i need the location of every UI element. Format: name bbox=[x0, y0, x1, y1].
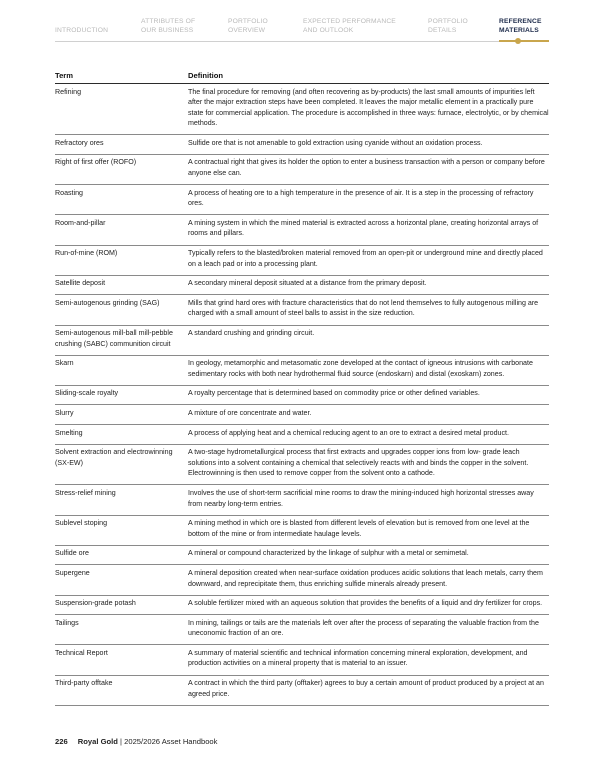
document-subtitle: 2025/2026 Asset Handbook bbox=[124, 737, 218, 746]
table-row bbox=[55, 615, 549, 645]
nav-tab-line2: OUR BUSINESS bbox=[141, 26, 194, 34]
table-row bbox=[55, 645, 549, 675]
definition-cell: A mineral deposition created when near-surface oxidation produces acidic solutions that leach metals, carry them downward, and reprecipitate them, thus enriching sulfide minerals already present. bbox=[188, 565, 549, 595]
definition-cell: Typically refers to the blasted/broken material removed from an open-pit or underground mine and directly placed on a leach pad or into a processing plant. bbox=[188, 245, 549, 275]
nav-tab-attributes-of-our-business[interactable] bbox=[141, 18, 195, 35]
nav-tab-portfolio-overview[interactable] bbox=[228, 18, 268, 35]
nav-tab-line1: PORTFOLIO bbox=[428, 18, 468, 25]
nav-tab-line1: PORTFOLIO bbox=[228, 18, 268, 25]
brand-name: Royal Gold bbox=[77, 737, 118, 746]
term-cell: Sliding-scale royalty bbox=[55, 385, 188, 405]
page-footer bbox=[55, 737, 217, 746]
term-cell: Skarn bbox=[55, 355, 188, 385]
nav-active-indicator bbox=[499, 40, 549, 42]
footer-separator: | bbox=[120, 737, 122, 746]
definition-cell: A mixture of ore concentrate and water. bbox=[188, 405, 549, 425]
table-row bbox=[55, 355, 549, 385]
table-row bbox=[55, 485, 549, 515]
term-cell: Suspension-grade potash bbox=[55, 595, 188, 615]
definition-cell: A secondary mineral deposit situated at a distance from the primary deposit. bbox=[188, 275, 549, 295]
nav-tab-line1: REFERENCE bbox=[499, 18, 542, 25]
definition-cell: In geology, metamorphic and metasomatic zone developed at the contact of igneous intrusions with carbonate sedimentary rocks with both near hydrothermal fluid source (endoskarn) and distal (exoskarn) zones. bbox=[188, 355, 549, 385]
definition-cell: Involves the use of short-term sacrificial mine rooms to draw the mining-induced high horizontal stresses away from nearby long-term entries. bbox=[188, 485, 549, 515]
term-cell: Technical Report bbox=[55, 645, 188, 675]
definition-cell: A process of heating ore to a high temperature in the presence of air. It is a step in the processing of refractory ores. bbox=[188, 185, 549, 215]
definition-cell: A mineral or compound characterized by the linkage of sulphur with a metal or semimetal. bbox=[188, 545, 549, 565]
glossary-table bbox=[55, 69, 549, 706]
term-cell: Room-and-pillar bbox=[55, 215, 188, 245]
nav-tab-expected-performance-and-outlook[interactable] bbox=[303, 18, 396, 35]
table-row bbox=[55, 185, 549, 215]
table-row bbox=[55, 595, 549, 615]
term-cell: Semi-autogenous grinding (SAG) bbox=[55, 295, 188, 325]
table-row bbox=[55, 515, 549, 545]
table-row bbox=[55, 154, 549, 184]
definition-cell: A contract in which the third party (offtaker) agrees to buy a certain amount of product produced by a project at an agreed price. bbox=[188, 675, 549, 705]
definition-cell: In mining, tailings or tails are the materials left over after the process of separating the valuable fraction from the uneconomic fraction of an ore. bbox=[188, 615, 549, 645]
term-cell: Slurry bbox=[55, 405, 188, 425]
term-cell: Tailings bbox=[55, 615, 188, 645]
table-row bbox=[55, 385, 549, 405]
table-row bbox=[55, 425, 549, 445]
term-cell: Sulfide ore bbox=[55, 545, 188, 565]
definition-cell: A two-stage hydrometallurgical process that first extracts and upgrades copper ions from low- grade leach solutions into a solvent containing a chemical that selectively reacts with and binds the copper in the solvent. Electrowinning is then used to remove copper from the solvent onto a cathode. bbox=[188, 444, 549, 485]
nav-active-dot-icon bbox=[515, 38, 521, 44]
column-header-definition: Definition bbox=[188, 69, 549, 84]
nav-tab-line1: ATTRIBUTES OF bbox=[141, 18, 196, 25]
nav-tab-line2: OVERVIEW bbox=[228, 26, 266, 34]
table-row bbox=[55, 325, 549, 355]
column-header-term: Term bbox=[55, 69, 188, 84]
table-header-row bbox=[55, 69, 549, 84]
table-row bbox=[55, 565, 549, 595]
nav-tab-reference-materials[interactable] bbox=[499, 18, 542, 35]
term-cell: Refining bbox=[55, 84, 188, 135]
term-cell: Semi-autogenous mill-ball mill-pebble crushing (SABC) communition circuit bbox=[55, 325, 188, 355]
nav-divider bbox=[55, 41, 549, 42]
nav-tab-line2: DETAILS bbox=[428, 26, 457, 34]
term-cell: Solvent extraction and electrowinning (SX-EW) bbox=[55, 444, 188, 485]
definition-cell: A summary of material scientific and technical information concerning mineral exploration, development, and production activities on a mineral property that is material to an issuer. bbox=[188, 645, 549, 675]
term-cell: Sublevel stoping bbox=[55, 515, 188, 545]
nav-tab-line1 bbox=[55, 18, 108, 27]
term-cell: Right of first offer (ROFO) bbox=[55, 154, 188, 184]
definition-cell: The final procedure for removing (and often recovering as by-products) the last small amounts of impurities left after the major extraction steps have been completed. It leaves the major metallic element in a practically pure state for commercial application. The procedure is accomplished in three ways: furnace, electrolytic, or by chemical methods. bbox=[188, 84, 549, 135]
nav-tab-line1: EXPECTED PERFORMANCE bbox=[303, 18, 396, 25]
definition-cell: A process of applying heat and a chemical reducing agent to an ore to extract a desired metal product. bbox=[188, 425, 549, 445]
nav-tab-introduction[interactable] bbox=[55, 18, 108, 35]
table-row bbox=[55, 675, 549, 705]
definition-cell: Mills that grind hard ores with fracture characteristics that do not lend themselves to fully autogenous milling are charged with a small amount of steel balls to assist in the size reduction. bbox=[188, 295, 549, 325]
nav-tab-portfolio-details[interactable] bbox=[428, 18, 468, 35]
definition-cell: A soluble fertilizer mixed with an aqueous solution that provides the benefits of a liquid and dry fertilizer for crops. bbox=[188, 595, 549, 615]
page-number: 226 bbox=[55, 737, 68, 746]
table-row bbox=[55, 215, 549, 245]
definition-cell: A mining system in which the mined material is extracted across a horizontal plane, creating horizontal arrays of rooms and pillars. bbox=[188, 215, 549, 245]
section-navigation bbox=[55, 18, 549, 46]
table-row bbox=[55, 84, 549, 135]
definition-cell: A contractual right that gives its holder the option to enter a business transaction with a person or company before anyone else can. bbox=[188, 154, 549, 184]
term-cell: Refractory ores bbox=[55, 135, 188, 155]
table-row bbox=[55, 275, 549, 295]
term-cell: Run-of-mine (ROM) bbox=[55, 245, 188, 275]
table-row bbox=[55, 545, 549, 565]
nav-tab-line2: MATERIALS bbox=[499, 26, 539, 34]
nav-tab-line2: AND OUTLOOK bbox=[303, 26, 354, 34]
term-cell: Third-party offtake bbox=[55, 675, 188, 705]
table-row bbox=[55, 444, 549, 485]
term-cell: Roasting bbox=[55, 185, 188, 215]
term-cell: Satellite deposit bbox=[55, 275, 188, 295]
table-row bbox=[55, 405, 549, 425]
term-cell: Smelting bbox=[55, 425, 188, 445]
table-row bbox=[55, 245, 549, 275]
table-row bbox=[55, 135, 549, 155]
definition-cell: A royalty percentage that is determined based on commodity price or other defined variables. bbox=[188, 385, 549, 405]
table-row bbox=[55, 295, 549, 325]
nav-tab-line2: INTRODUCTION bbox=[55, 26, 109, 34]
term-cell: Supergene bbox=[55, 565, 188, 595]
definition-cell: A mining method in which ore is blasted from different levels of elevation but is removed from one level at the bottom of the mine or from intermediate haulage levels. bbox=[188, 515, 549, 545]
definition-cell: A standard crushing and grinding circuit. bbox=[188, 325, 549, 355]
definition-cell: Sulfide ore that is not amenable to gold extraction using cyanide without an oxidation process. bbox=[188, 135, 549, 155]
term-cell: Stress-relief mining bbox=[55, 485, 188, 515]
